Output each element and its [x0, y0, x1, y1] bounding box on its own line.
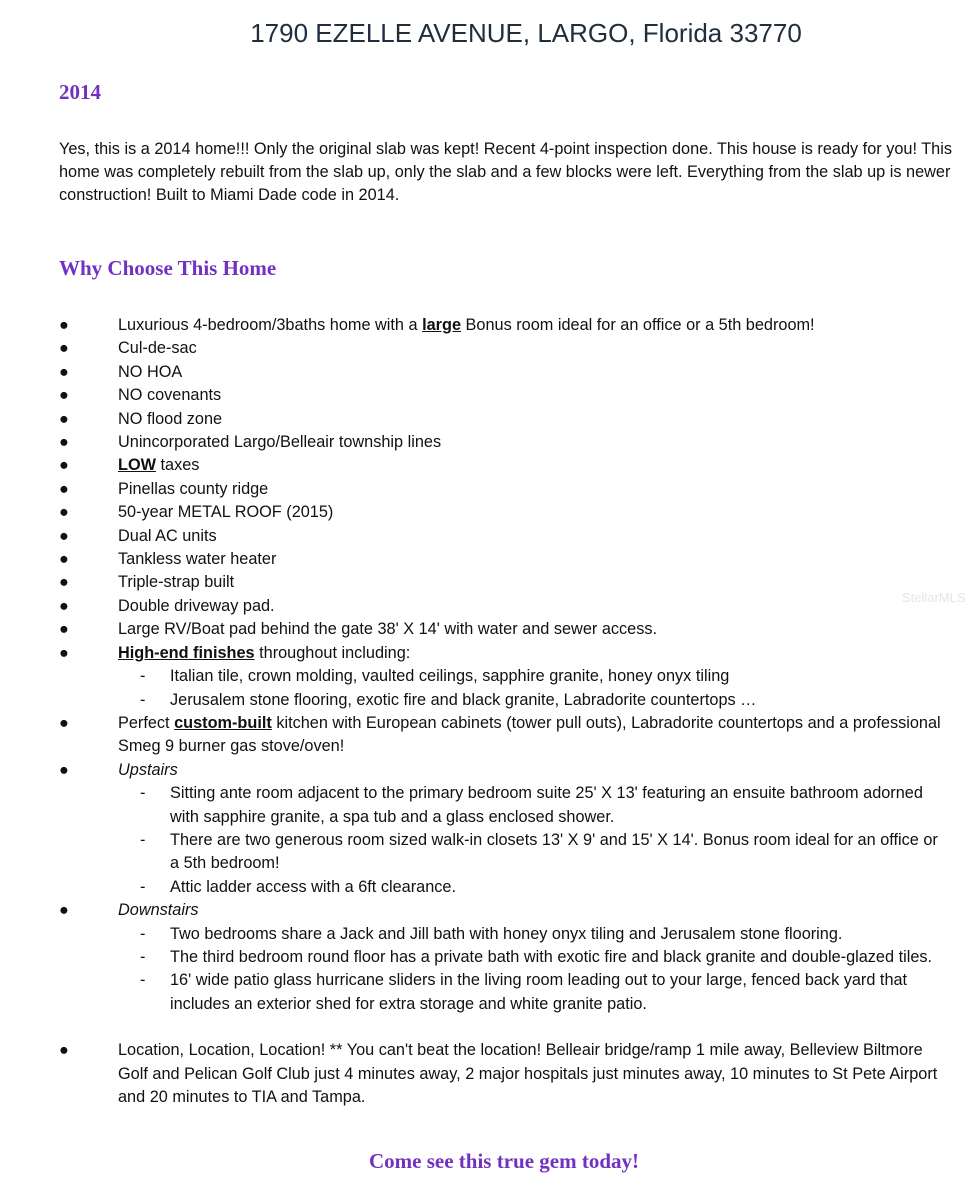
sub-list-item: - 16' wide patio glass hurricane sliders in the living room leading out to your large, fenced back yard that includes an exterior shed for extra storage and white granite patio.: [140, 971, 908, 1013]
list-item: ● Dual AC units: [0, 525, 948, 548]
list-item: ● Triple-strap built: [0, 571, 948, 594]
list-item: ● NO HOA: [0, 361, 948, 384]
list-item: ● Large RV/Boat pad behind the gate 38' X 14' with water and sewer access.: [0, 618, 948, 641]
bullet-icon: ●: [59, 433, 69, 452]
sub-list-item: - There are two generous room sized walk-in closets 13' X 9' and 15' X 14'. Bonus room ideal for an office or a 5th bedroom!: [140, 830, 938, 873]
bullet-icon: ●: [59, 526, 69, 545]
bullet-icon: ●: [59, 760, 69, 779]
sub-list-item: - The third bedroom round floor has a private bath with exotic fire and black granite and double-glazed tiles.: [0, 946, 950, 969]
closing-tagline: Come see this true gem today!: [368, 1149, 640, 1173]
dash-icon: -: [140, 784, 146, 803]
bullet-icon: ●: [59, 573, 69, 592]
upstairs-label: Upstairs: [118, 760, 178, 779]
bullet-icon: ●: [59, 901, 69, 920]
list-item: ● Location, Location, Location! ** You can't beat the location! Belleair bridge/ramp 1 mile away, Belleview Biltmore Golf and Pelican Golf Club just 4 minutes away, 2 major hospitals just minutes away, 10 minutes to St Pete Airport and 20 minutes to TIA and Tampa.: [59, 1041, 938, 1106]
sub-list-item: - Jerusalem stone flooring, exotic fire and black granite, Labradorite countertops …: [0, 689, 950, 712]
sub-list-item: - Two bedrooms share a Jack and Jill bath with honey onyx tiling and Jerusalem stone flooring.: [0, 923, 950, 946]
emphasis-high-end: High-end finishes: [118, 643, 255, 662]
bullet-icon: ●: [59, 596, 69, 615]
list-item: ● Pinellas county ridge: [0, 478, 948, 501]
stellarmls-watermark: StellarMLS: [902, 590, 966, 605]
bullet-icon: ●: [59, 362, 69, 381]
list-item: ● NO covenants: [0, 384, 948, 407]
bullet-icon: ●: [59, 339, 69, 358]
downstairs-label: Downstairs: [118, 901, 199, 920]
bullet-icon: ●: [59, 1041, 69, 1060]
list-item: ● Double driveway pad.: [0, 595, 948, 618]
bullet-icon: ●: [59, 386, 69, 405]
sub-list-item: - Attic ladder access with a 6ft clearance.: [0, 876, 950, 899]
bullet-icon: ●: [59, 409, 69, 428]
sub-list-item: - Italian tile, crown molding, vaulted ceilings, sapphire granite, honey onyx tiling: [0, 665, 950, 688]
emphasis-custom-built: custom-built: [174, 713, 272, 732]
list-item: ● High-end finishes throughout including:: [0, 642, 948, 665]
list-item: [0, 759, 948, 782]
list-item: ● Unincorporated Largo/Belleair township lines: [0, 431, 948, 454]
why-heading: Why Choose This Home: [59, 256, 277, 280]
dash-icon: -: [140, 971, 146, 990]
year-heading: 2014: [59, 80, 101, 104]
list-item: ● Luxurious 4-bedroom/3baths home with a large Bonus room ideal for an office or a 5th bedroom!: [0, 314, 948, 337]
list-item: ● NO flood zone: [0, 408, 948, 431]
bullet-icon: ●: [59, 479, 69, 498]
dash-icon: -: [140, 877, 146, 896]
page-title: 1790 EZELLE AVENUE, LARGO, Florida 33770: [250, 18, 802, 48]
feature-list: [0, 314, 977, 1109]
list-item: [0, 899, 948, 922]
bullet-icon: ●: [59, 550, 69, 569]
list-item: ● Perfect custom-built kitchen with European cabinets (tower pull outs), Labradorite countertops and a professional Smeg 9 burner gas stove/oven!: [59, 713, 941, 756]
bullet-icon: ●: [59, 456, 69, 475]
list-item: ● 50-year METAL ROOF (2015): [0, 501, 948, 524]
dash-icon: -: [140, 924, 146, 943]
list-item: ● LOW taxes: [0, 454, 948, 477]
dash-icon: -: [140, 947, 146, 966]
dash-icon: -: [140, 690, 146, 709]
bullet-icon: ●: [59, 643, 69, 662]
emphasis-large: large: [422, 316, 462, 334]
bullet-icon: ●: [59, 503, 69, 522]
bullet-icon: ●: [59, 620, 69, 639]
dash-icon: -: [140, 667, 146, 686]
intro-paragraph: Yes, this is a 2014 home!!! Only the original slab was kept! Recent 4-point inspection done. This house is ready for you! This home was completely rebuilt from the slab up, only the slab and a few blocks were left. Everything from the slab up is newer construction! Built to Miami Dade code in 2014.: [59, 140, 952, 204]
dash-icon: -: [140, 830, 146, 849]
bullet-icon: ●: [59, 316, 69, 334]
list-item: ● Tankless water heater: [0, 548, 948, 571]
spacer: [0, 1016, 977, 1039]
bullet-icon: ●: [59, 713, 69, 732]
list-item: ● Cul-de-sac: [0, 337, 948, 360]
sub-list-item: - Sitting ante room adjacent to the primary bedroom suite 25' X 13' featuring an ensuite bathroom adorned with sapphire granite, a spa tub and a glass enclosed shower.: [140, 784, 923, 826]
emphasis-low: LOW: [118, 456, 156, 475]
